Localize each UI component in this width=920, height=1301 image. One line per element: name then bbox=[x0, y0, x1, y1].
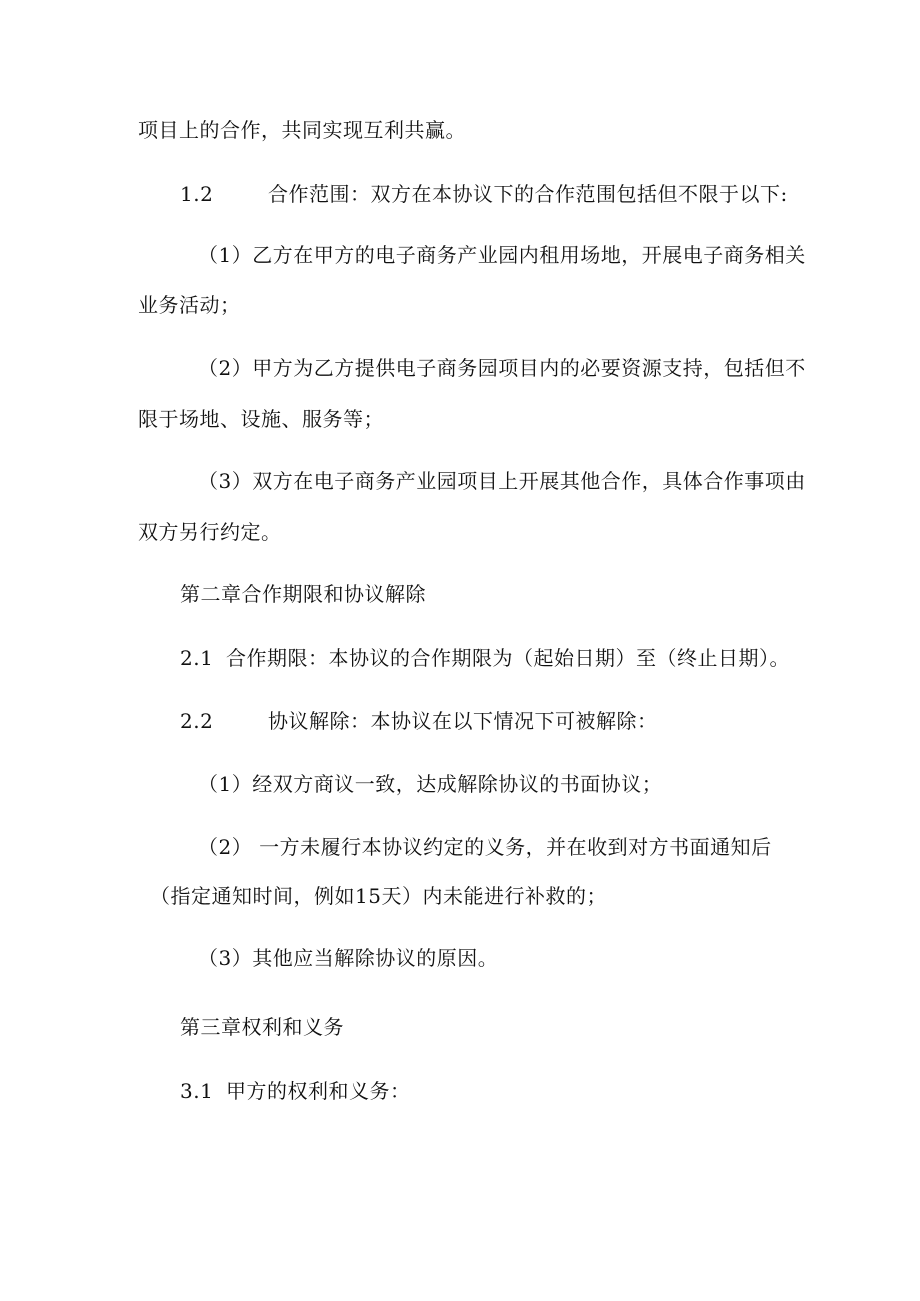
list-item-line bbox=[198, 837, 772, 857]
clause-heading-2-1 bbox=[180, 648, 790, 668]
line-text: 业务活动； bbox=[138, 293, 241, 317]
clause-text: 合作范围：双方在本协议下的合作范围包括但不限于以下: bbox=[268, 182, 788, 206]
paragraph-line bbox=[138, 120, 466, 140]
clause-text: 合作期限：本协议的合作期限为（起始日期）至（终止日期）。 bbox=[226, 646, 790, 670]
clause-number: 2.1 bbox=[180, 646, 214, 670]
line-text: （3）双方在电子商务产业园项目上开展其他合作，具体合作事项由 bbox=[198, 469, 806, 493]
line-text: （1）经双方商议一致，达成解除协议的书面协议； bbox=[198, 772, 663, 796]
paragraph-line bbox=[138, 409, 384, 429]
paragraph-line bbox=[138, 295, 241, 315]
chapter-heading bbox=[180, 1017, 344, 1037]
clause-number: 1.2 bbox=[180, 182, 214, 206]
list-item-line bbox=[198, 471, 806, 491]
line-text: （2） 一方未履行本协议约定的义务，并在收到对方书面通知后 bbox=[198, 835, 772, 859]
chapter-heading bbox=[180, 584, 426, 604]
clause-heading-1-2 bbox=[180, 184, 788, 204]
clause-heading-2-2 bbox=[180, 711, 658, 731]
clause-text: 协议解除：本协议在以下情况下可被解除： bbox=[268, 709, 658, 733]
clause-text: 甲方的权利和义务： bbox=[226, 1079, 411, 1103]
list-item-line bbox=[198, 774, 662, 794]
chapter-title: 第二章合作期限和协议解除 bbox=[180, 582, 426, 606]
line-text: （3）其他应当解除协议的原因。 bbox=[198, 946, 499, 970]
list-item-line bbox=[198, 358, 806, 378]
line-text: （2）甲方为乙方提供电子商务园项目内的必要资源支持，包括但不 bbox=[198, 356, 806, 380]
list-item-line bbox=[198, 948, 498, 968]
paragraph-line bbox=[138, 522, 282, 542]
line-text: 项目上的合作，共同实现互利共赢。 bbox=[138, 118, 466, 142]
line-text: 限于场地、设施、服务等； bbox=[138, 407, 384, 431]
paragraph-line bbox=[150, 886, 607, 906]
chapter-title: 第三章权利和义务 bbox=[180, 1015, 344, 1039]
clause-number: 3.1 bbox=[180, 1079, 214, 1103]
clause-number: 2.2 bbox=[180, 709, 214, 733]
clause-heading-3-1 bbox=[180, 1081, 411, 1101]
list-item-line bbox=[198, 245, 806, 265]
line-text: （1）乙方在甲方的电子商务产业园内租用场地，开展电子商务相关 bbox=[198, 243, 806, 267]
line-text: 双方另行约定。 bbox=[138, 520, 282, 544]
line-text: （指定通知时间，例如15天）内未能进行补救的； bbox=[150, 884, 607, 908]
